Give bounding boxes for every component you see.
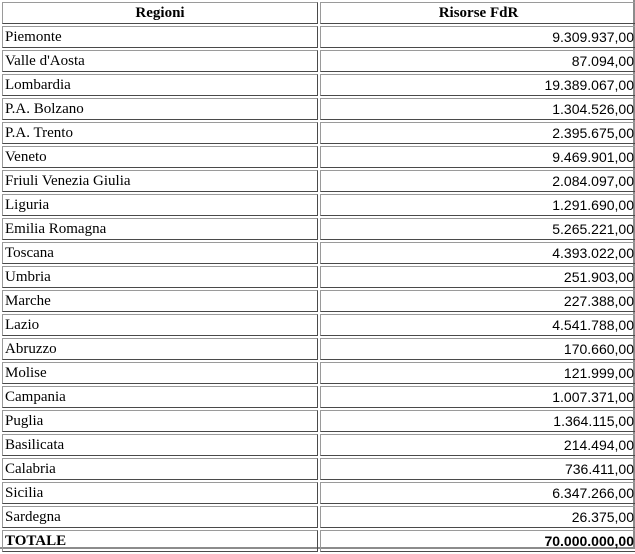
table-row	[2, 146, 635, 168]
amount-cell: 19.389.067,00	[320, 74, 635, 96]
amount-cell: 227.388,00	[320, 290, 635, 312]
table-row	[2, 506, 635, 528]
region-cell: Sicilia	[2, 482, 318, 504]
region-cell: Abruzzo	[2, 338, 318, 360]
region-cell: Calabria	[2, 458, 318, 480]
table-row	[2, 314, 635, 336]
table-row	[2, 170, 635, 192]
table-row	[2, 386, 635, 408]
table-row	[2, 362, 635, 384]
region-cell: Emilia Romagna	[2, 218, 318, 240]
table-body	[2, 26, 635, 528]
table-row	[2, 98, 635, 120]
amount-cell: 1.364.115,00	[320, 410, 635, 432]
table-header-row	[2, 2, 635, 24]
amount-cell: 87.094,00	[320, 50, 635, 72]
region-cell: Sardegna	[2, 506, 318, 528]
region-cell: Lombardia	[2, 74, 318, 96]
table-row	[2, 290, 635, 312]
column-header-region: Regioni	[2, 2, 318, 24]
region-cell: Molise	[2, 362, 318, 384]
table-row	[2, 242, 635, 264]
table-row	[2, 50, 635, 72]
table-row	[2, 266, 635, 288]
amount-cell: 1.304.526,00	[320, 98, 635, 120]
column-header-amount: Risorse FdR	[320, 2, 635, 24]
amount-cell: 2.395.675,00	[320, 122, 635, 144]
amount-cell: 4.541.788,00	[320, 314, 635, 336]
table-row	[2, 338, 635, 360]
total-label: TOTALE	[2, 530, 318, 552]
amount-cell: 5.265.221,00	[320, 218, 635, 240]
region-cell: Toscana	[2, 242, 318, 264]
table-row	[2, 74, 635, 96]
table-row	[2, 122, 635, 144]
amount-cell: 121.999,00	[320, 362, 635, 384]
region-cell: Puglia	[2, 410, 318, 432]
amount-cell: 170.660,00	[320, 338, 635, 360]
region-cell: Friuli Venezia Giulia	[2, 170, 318, 192]
region-cell: Veneto	[2, 146, 318, 168]
table-row	[2, 410, 635, 432]
table-row	[2, 194, 635, 216]
total-amount: 70.000.000,00	[320, 530, 635, 552]
amount-cell: 2.084.097,00	[320, 170, 635, 192]
region-cell: Valle d'Aosta	[2, 50, 318, 72]
table-row	[2, 434, 635, 456]
region-cell: Marche	[2, 290, 318, 312]
region-cell: Lazio	[2, 314, 318, 336]
table-row	[2, 458, 635, 480]
region-cell: Campania	[2, 386, 318, 408]
amount-cell: 1.007.371,00	[320, 386, 635, 408]
amount-cell: 6.347.266,00	[320, 482, 635, 504]
amount-cell: 214.494,00	[320, 434, 635, 456]
region-cell: P.A. Trento	[2, 122, 318, 144]
table-row	[2, 482, 635, 504]
region-cell: Liguria	[2, 194, 318, 216]
region-cell: Basilicata	[2, 434, 318, 456]
region-cell: Umbria	[2, 266, 318, 288]
table-row	[2, 218, 635, 240]
amount-cell: 9.309.937,00	[320, 26, 635, 48]
region-cell: P.A. Bolzano	[2, 98, 318, 120]
amount-cell: 26.375,00	[320, 506, 635, 528]
amount-cell: 251.903,00	[320, 266, 635, 288]
table-row	[2, 26, 635, 48]
amount-cell: 1.291.690,00	[320, 194, 635, 216]
region-cell: Piemonte	[2, 26, 318, 48]
amount-cell: 9.469.901,00	[320, 146, 635, 168]
amount-cell: 736.411,00	[320, 458, 635, 480]
amount-cell: 4.393.022,00	[320, 242, 635, 264]
